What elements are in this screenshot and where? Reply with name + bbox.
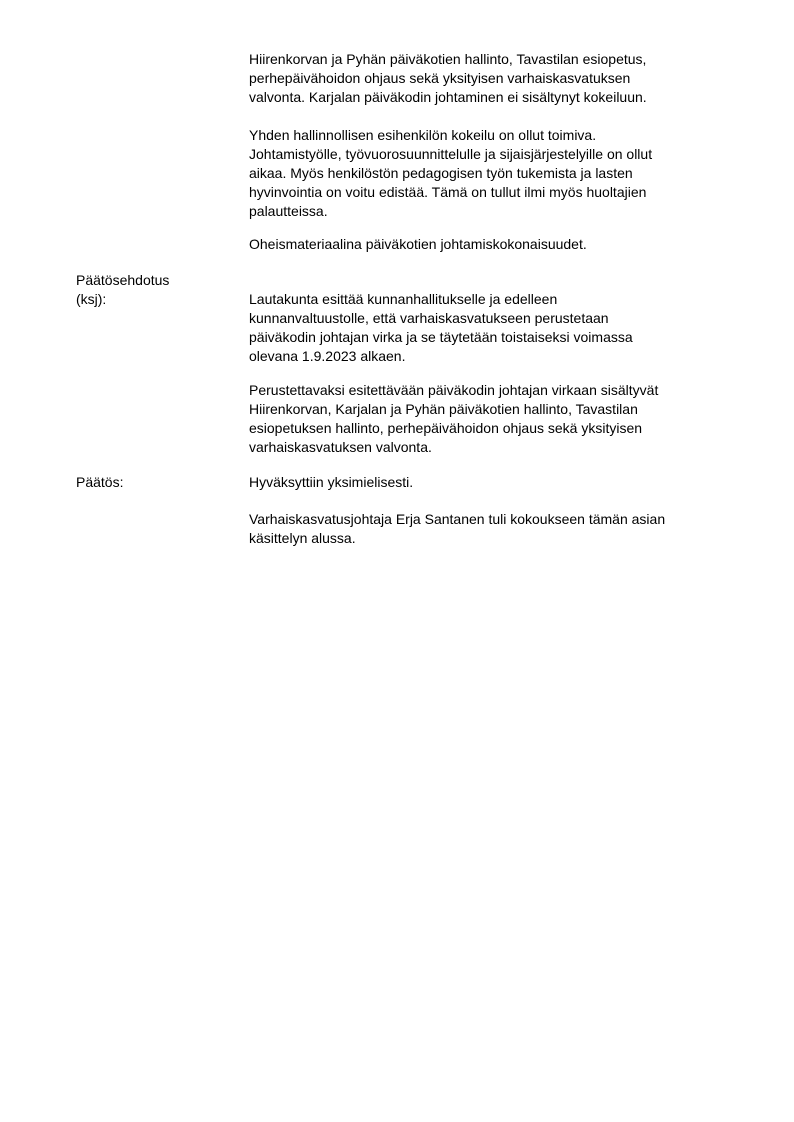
paragraph-administration-scope: [249, 50, 739, 107]
paragraph-text: Hiirenkorvan ja Pyhän päiväkotien hallinto, Tavastilan esiopetus, perhepäivähoidon ohjaus sekä yksityisen varhaiskasvatuksen valvonta. Karjalan päiväkodin johtaminen ei sisältynyt kokeiluun.: [249, 51, 647, 105]
paragraph-text: Varhaiskasvatusjohtaja Erja Santanen tuli kokoukseen tämän asian käsittelyn alussa.: [249, 511, 666, 546]
paragraph-text: Oheismateriaalina päiväkotien johtamiskokonaisuudet.: [249, 236, 587, 252]
label-text: Päätösehdotus (ksj):: [76, 272, 170, 307]
paragraph-proposal: [249, 290, 739, 366]
paragraph-text: Perustettavaksi esitettävään päiväkodin johtajan virkaan sisältyvät Hiirenkorvan, Karjalan ja Pyhän päiväkotien hallinto, Tavastilan esiopetuksen hallinto, perhepäivähoidon ohjaus sekä yksityisen varhaiskasvatuksen valvonta.: [249, 382, 659, 455]
paragraph-position-scope: [249, 381, 739, 457]
paragraph-pilot-evaluation: [249, 126, 739, 221]
paragraph-attachment-note: [249, 235, 739, 254]
decision-label: [76, 473, 236, 492]
label-text: Päätös:: [76, 474, 124, 490]
paragraph-text: Yhden hallinnollisen esihenkilön kokeilu on ollut toimiva. Johtamistyölle, työvuorosuunnittelulle ja sijaisjärjestelyille on ollut aikaa. Myös henkilöstön pedagogisen työn tukemista ja lasten hyvinvointia on voitu edistää. Tämä on tullut ilmi myös huoltajien palautteissa.: [249, 127, 653, 219]
paragraph-attendance-note: [249, 510, 739, 548]
proposal-label: [76, 271, 236, 309]
paragraph-text: Lautakunta esittää kunnanhallitukselle ja edelleen kunnanvaltuustolle, että varhaiskasvatukseen perustetaan päiväkodin johtajan virka ja se täytetään toistaiseksi voimassa olevana 1.9.2023 alkaen.: [249, 291, 633, 364]
paragraph-decision: [249, 473, 739, 492]
paragraph-text: Hyväksyttiin yksimielisesti.: [249, 474, 414, 490]
